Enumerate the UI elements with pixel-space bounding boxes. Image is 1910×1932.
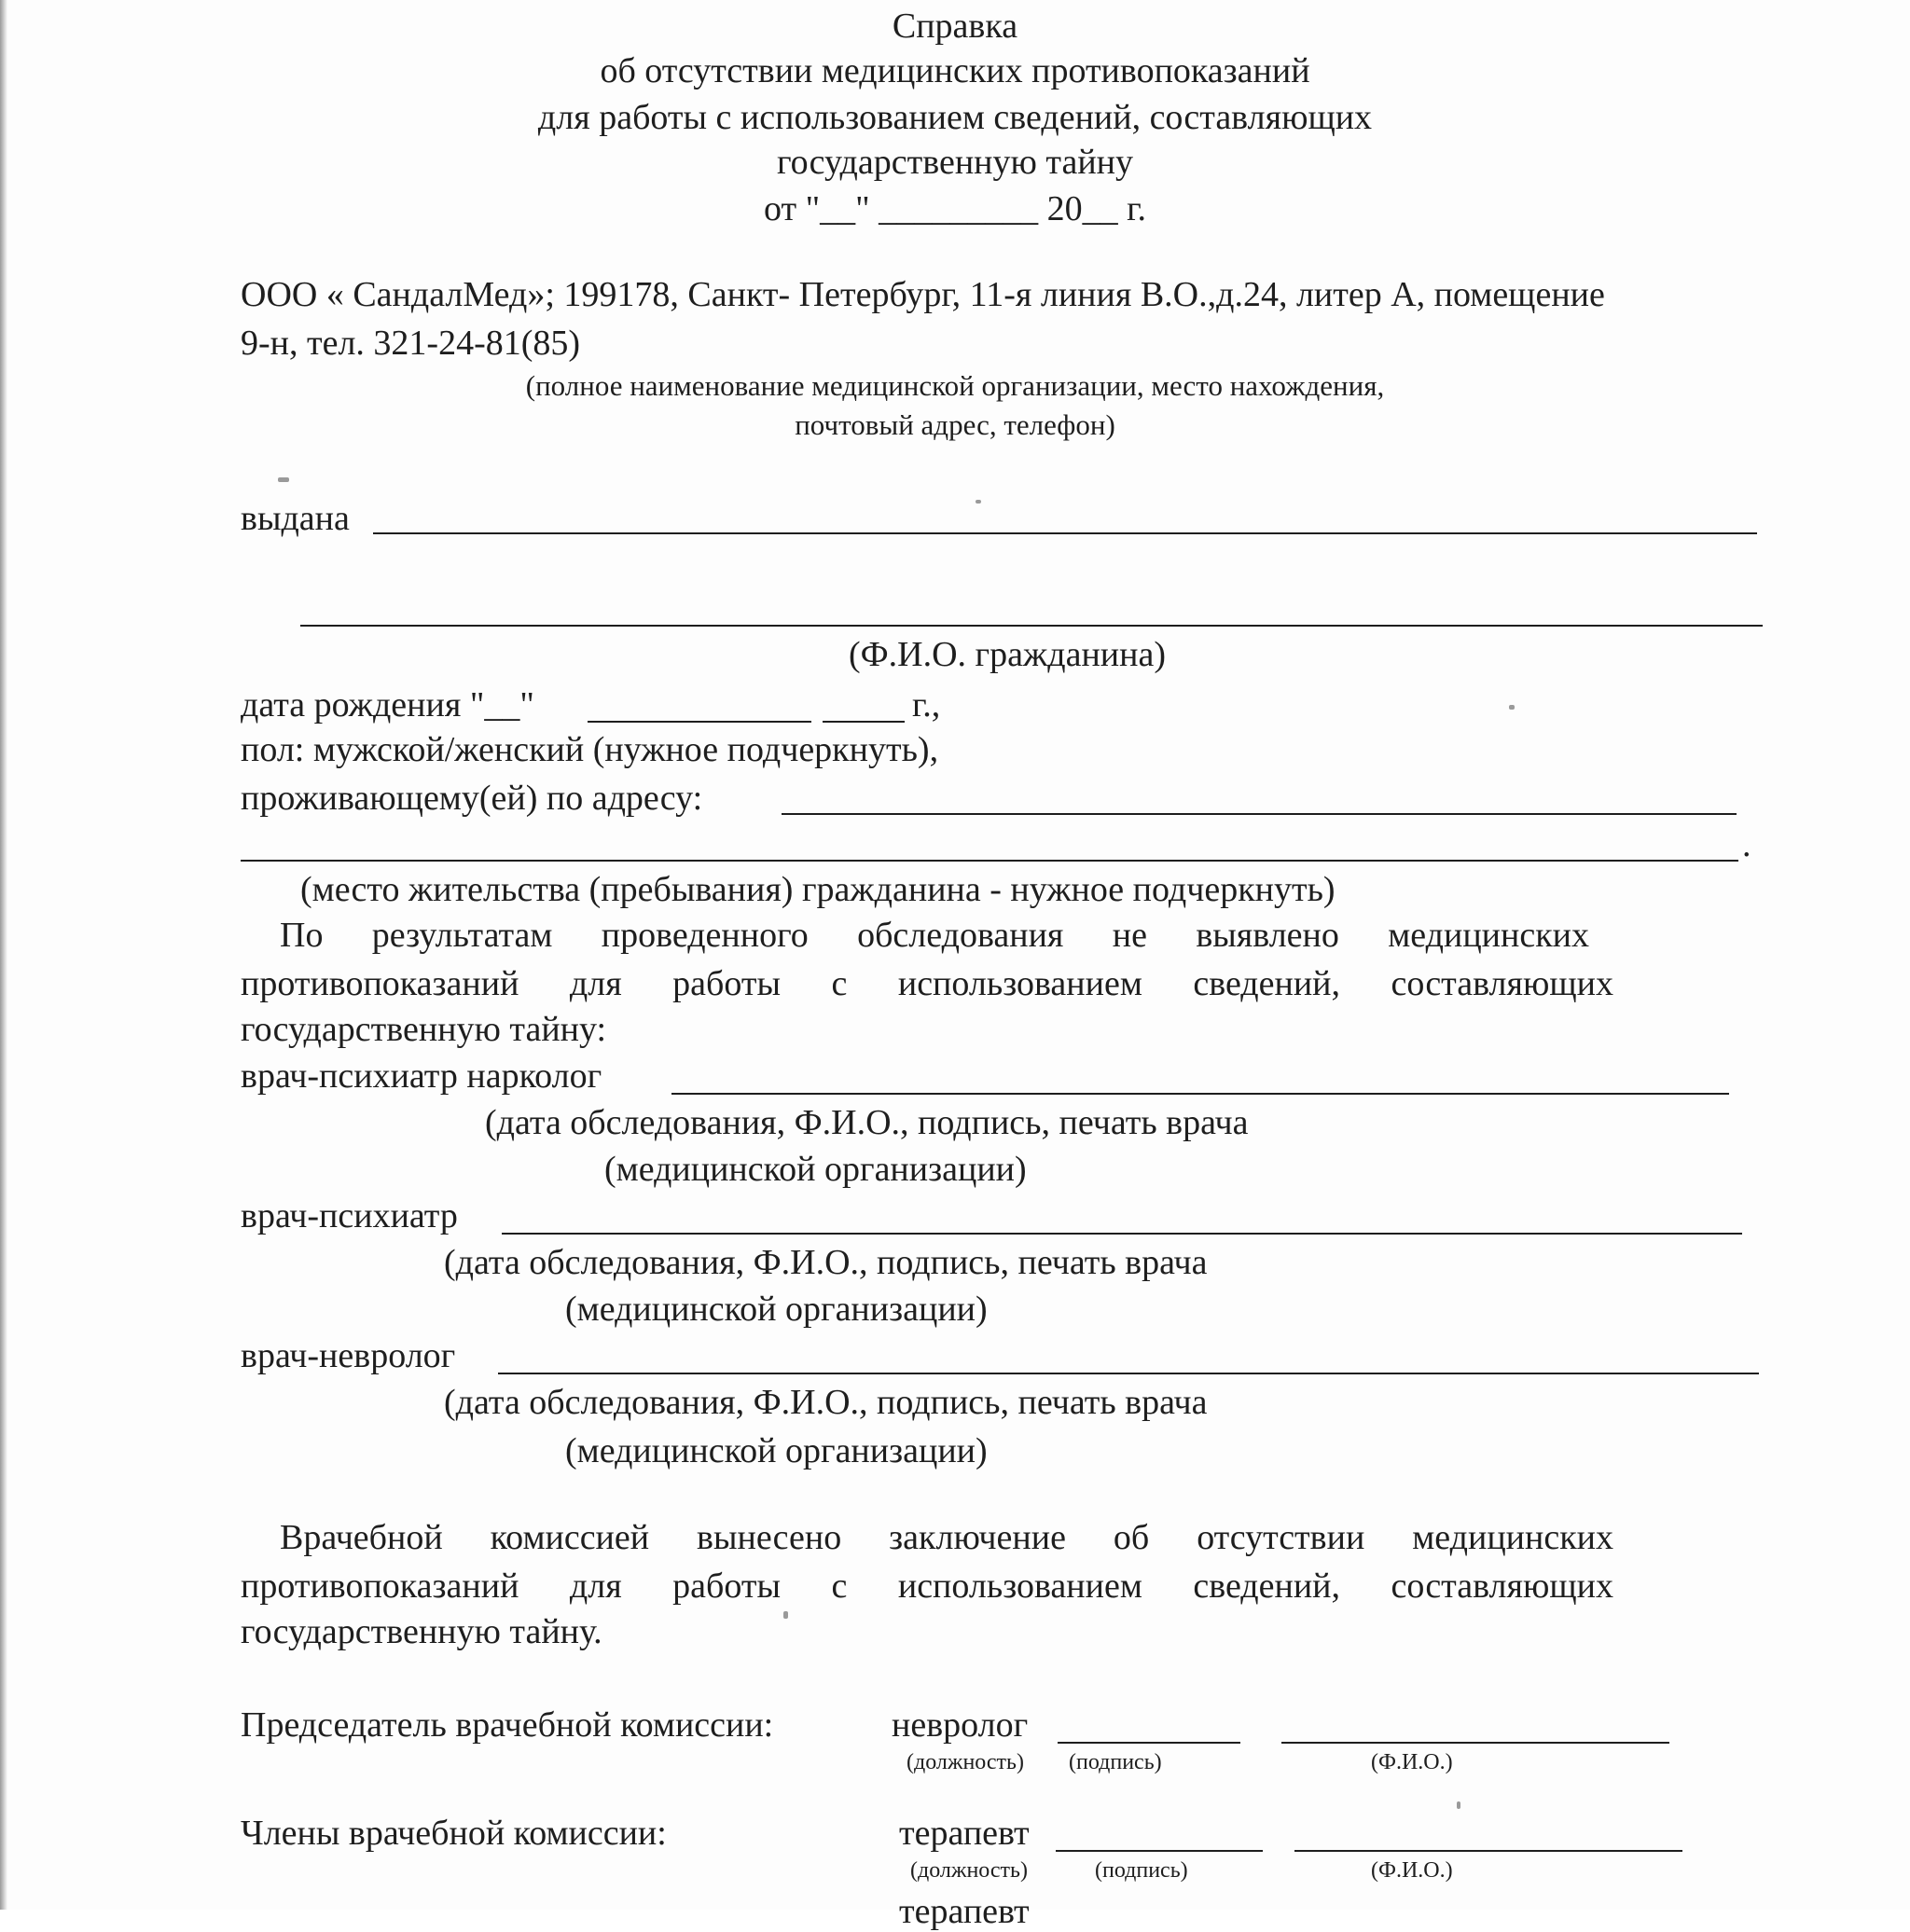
doctor-label-neurologist: врач-невролог [241,1336,456,1375]
issued-label: выдана [241,499,350,538]
birth-year-suffix: г., [912,685,941,724]
commission-chair-label: Председатель врачебной комиссии: [241,1705,774,1745]
commission-members-label: Члены врачебной комиссии: [241,1814,667,1853]
document-subtitle-2: для работы с использованием сведений, составляющих [537,98,1373,137]
conclusion-line-1: Врачебной комиссией вынесено заключение об отсутствии медицинских [280,1518,1613,1557]
results-line-3: государственную тайну: [241,1010,607,1049]
member-caption-position: (должность) [910,1858,1028,1883]
conclusion-line-2: противопоказаний для работы с использованием сведений, составляющих [241,1566,1613,1606]
chair-caption-signature: (подпись) [1069,1750,1162,1774]
address-label: проживающему(ей) по адресу: [241,779,703,818]
results-line-1: По результатам проведенного обследования не выявлено медицинских [280,916,1589,955]
scan-speck [783,1611,788,1619]
scan-speck [1457,1801,1460,1809]
chair-name-line [1281,1742,1669,1744]
birth-month-line [588,721,811,723]
conclusion-line-3: государственную тайну. [241,1612,602,1651]
document-subtitle-3: государственную тайну [777,143,1133,182]
doctor-caption-narcologist-1: (дата обследования, Ф.И.О., подпись, печать врача [485,1103,1249,1142]
organization-line-2: 9-н, тел. 321-24-81(85) [241,324,581,363]
address-line-end: . [1742,825,1751,864]
results-line-2: противопоказаний для работы с использованием сведений, составляющих [241,964,1613,1003]
doctor-line-narcologist [671,1093,1729,1095]
doctor-caption-neurologist-1: (дата обследования, Ф.И.О., подпись, печать врача [444,1383,1208,1422]
doctor-caption-psychiatrist-1: (дата обследования, Ф.И.О., подпись, печать врача [444,1243,1208,1282]
doctor-caption-psychiatrist-2: (медицинской организации) [565,1290,988,1329]
organization-line-1: ООО « СандалМед»; 199178, Санкт- Петербург, 11-я линия В.О.,д.24, литер А, помещение [241,275,1605,314]
issued-caption: (Ф.И.О. гражданина) [849,635,1166,674]
commission-member-role-1: терапевт [899,1814,1030,1853]
address-caption: (место жительства (пребывания) гражданина - нужное подчеркнуть) [300,870,1336,909]
member-name-line [1294,1850,1682,1852]
sex-line: пол: мужской/женский (нужное подчеркнуть), [241,730,939,769]
member-caption-signature: (подпись) [1095,1858,1188,1883]
scan-speck [278,477,289,482]
member-signature-line [1056,1850,1263,1852]
address-line-1 [782,813,1737,815]
issued-name-line-2 [300,625,1763,627]
birth-year-line [823,721,905,723]
commission-member-role-2: терапевт [899,1892,1030,1931]
organization-caption-2: почтовый адрес, телефон) [795,408,1115,441]
scan-speck [976,500,981,504]
organization-caption-1: (полное наименование медицинской организации, место нахождения, [525,369,1385,402]
doctor-caption-neurologist-2: (медицинской организации) [565,1431,988,1470]
chair-signature-line [1058,1742,1240,1744]
chair-caption-position: (должность) [907,1750,1024,1774]
scan-edge-shadow [0,0,7,1910]
issued-name-line-1 [373,532,1757,534]
doctor-caption-narcologist-2: (медицинской организации) [604,1150,1027,1189]
chair-caption-name: (Ф.И.О.) [1371,1750,1453,1774]
document-date-line: от "__" _________ 20__ г. [764,189,1146,228]
doctor-label-psychiatrist: врач-психиатр [241,1196,458,1235]
commission-chair-role: невролог [892,1705,1029,1745]
scan-speck [1509,705,1515,710]
doctor-line-neurologist [498,1373,1759,1374]
address-line-2 [241,860,1738,862]
member-caption-name: (Ф.И.О.) [1371,1858,1453,1883]
doctor-line-psychiatrist [502,1233,1742,1235]
document-title: Справка [892,7,1018,46]
birth-date-label: дата рождения "__" [241,685,534,724]
doctor-label-narcologist: врач-психиатр нарколог [241,1056,602,1096]
document-subtitle-1: об отсутствии медицинских противопоказаний [600,51,1310,90]
